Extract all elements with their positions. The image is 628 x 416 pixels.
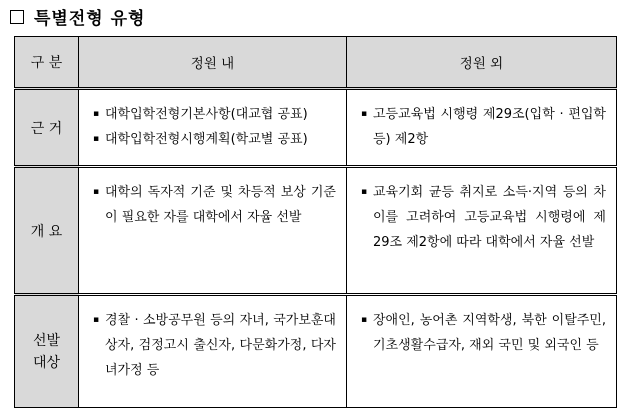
section-title (10, 4, 145, 29)
target-within-cell (79, 295, 347, 408)
row-label-target: 선발 대상 (15, 295, 79, 408)
list-item: ▪ 고등교육법 시행령 제29조(입학 · 편입학 등) 제2항 (361, 102, 606, 152)
header-outside-quota: 정원 외 (347, 37, 617, 89)
checkbox-square-icon (10, 10, 24, 24)
table-header-row (15, 37, 617, 89)
header-within-quota: 정원 내 (79, 37, 347, 89)
section-title-text: 특별전형 유형 (34, 9, 146, 29)
row-label-basis: 근 거 (15, 89, 79, 167)
table-row (15, 167, 617, 295)
table-row (15, 295, 617, 408)
special-admission-table (14, 36, 617, 408)
list-item: ▪ 대학의 독자적 기준 및 차등적 보상 기준이 필요한 자를 대학에서 자율 선발 (93, 180, 336, 230)
overview-within-cell (79, 167, 347, 295)
basis-outside-cell (347, 89, 617, 167)
table-row (15, 89, 617, 167)
target-outside-cell (347, 295, 617, 408)
list-item: ▪ 장애인, 농어촌 지역학생, 북한 이탈주민, 기초생활수급자, 재외 국민 및 외국인 등 (361, 308, 606, 358)
overview-outside-cell (347, 167, 617, 295)
list-item: ▪ 대학입학전형시행계획(학교별 공표) (93, 127, 336, 152)
list-item: ▪ 대학입학전형기본사항(대교협 공표) (93, 102, 336, 127)
list-item: ▪ 교육기회 균등 취지로 소득·지역 등의 차이를 고려하여 고등교육법 시행령에 제29조 제2항에 따라 대학에서 자율 선발 (361, 180, 606, 255)
row-label-overview: 개 요 (15, 167, 79, 295)
basis-within-cell (79, 89, 347, 167)
list-item: ▪ 경찰 · 소방공무원 등의 자녀, 국가보훈대상자, 검정고시 출신자, 다문화가정, 다자녀가정 등 (93, 308, 336, 383)
header-category: 구 분 (15, 37, 79, 89)
